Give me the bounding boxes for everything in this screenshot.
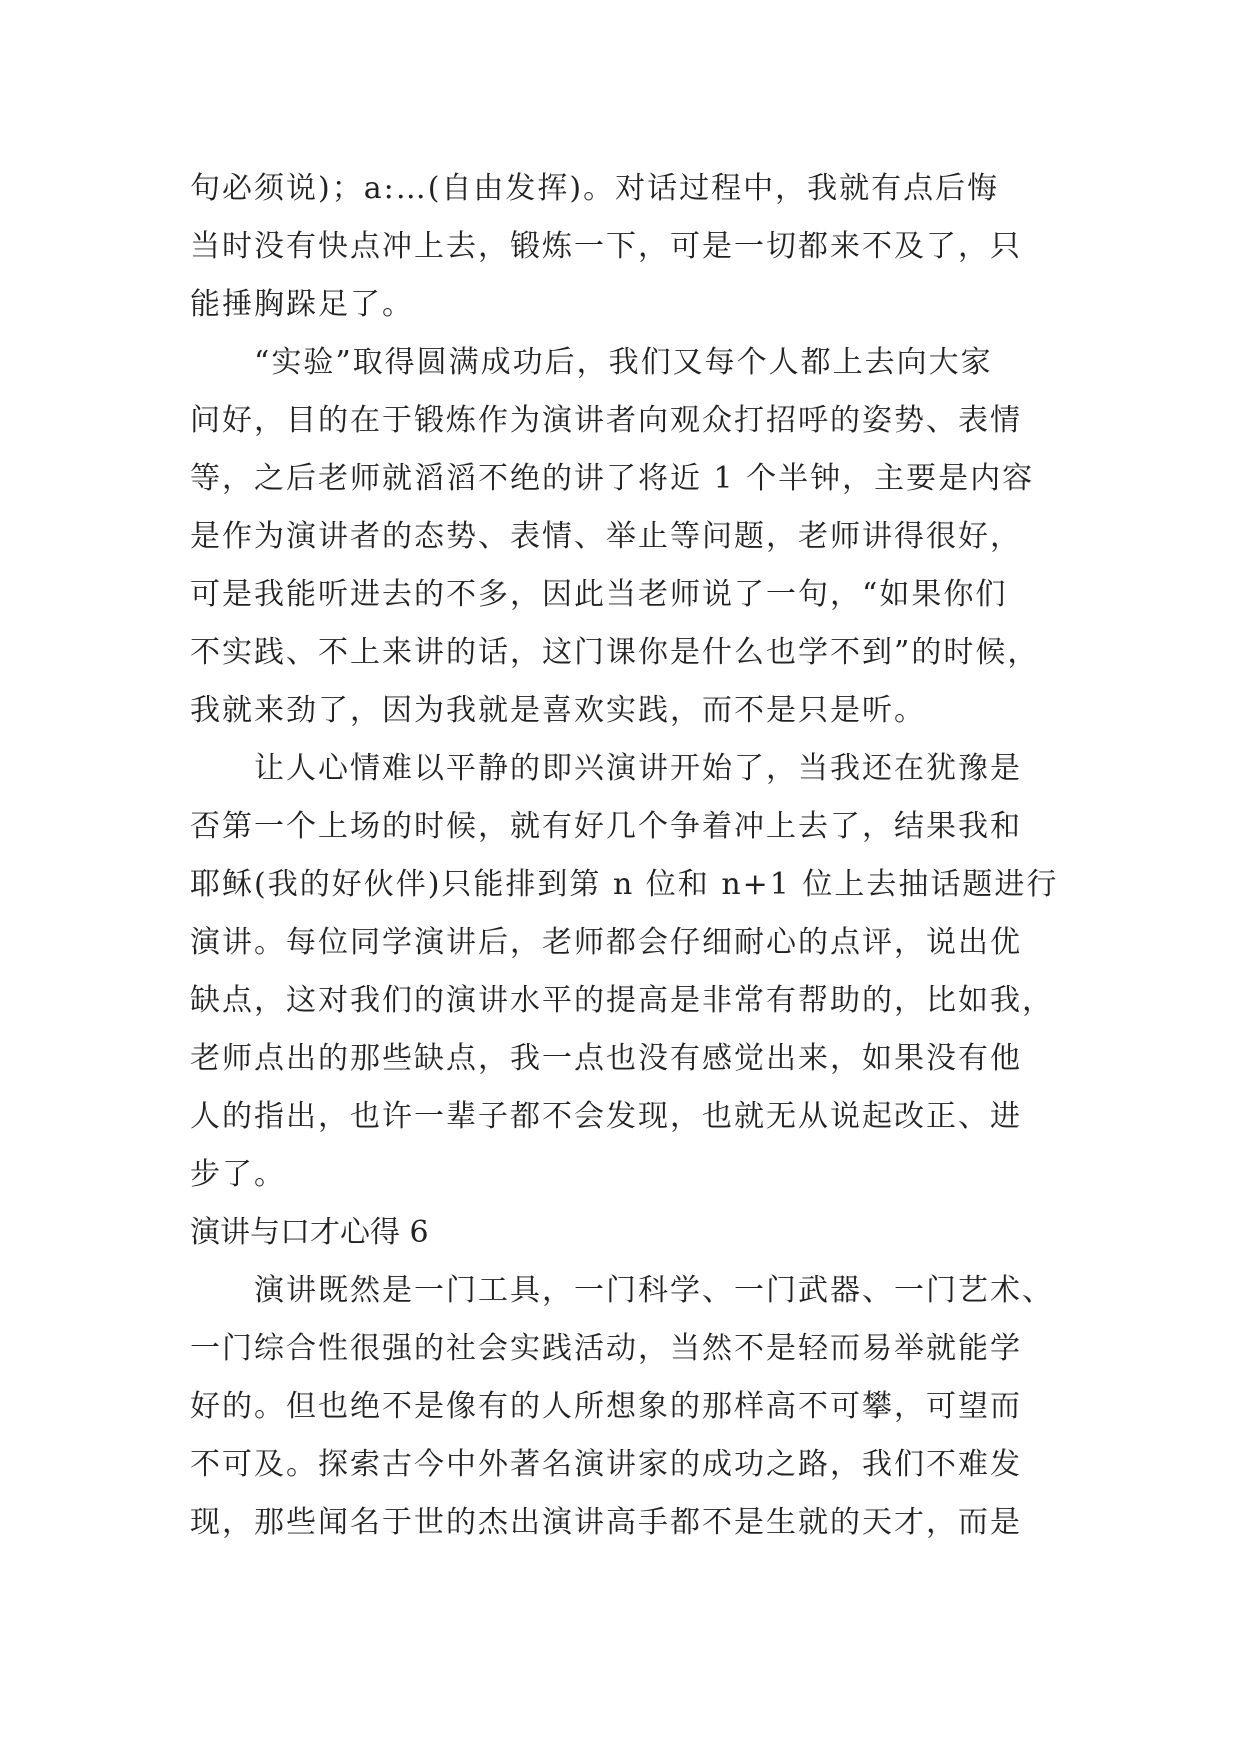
text-line: 好的。但也绝不是像有的人所想象的那样高不可攀，可望而 xyxy=(190,1389,1022,1424)
text-line: 老师点出的那些缺点，我一点也没有感觉出来，如果没有他 xyxy=(190,1041,1022,1076)
text-line: 缺点，这对我们的演讲水平的提高是非常有帮助的，比如我， xyxy=(190,983,1054,1018)
text-line: 当时没有快点冲上去，锻炼一下，可是一切都来不及了，只 xyxy=(190,229,1022,264)
paragraph-speech-art xyxy=(190,1262,1054,1552)
text-line: 可是我能听进去的不多，因此当老师说了一句，“如果你们 xyxy=(190,577,1008,612)
text-line: 步了。 xyxy=(190,1157,286,1192)
section-heading: 演讲与口才心得 6 xyxy=(190,1215,429,1250)
document-body xyxy=(190,160,1059,1552)
text-line: 人的指出，也许一辈子都不会发现，也就无从说起改正、进 xyxy=(190,1099,1022,1134)
text-line: 现，那些闻名于世的杰出演讲高手都不是生就的天才，而是 xyxy=(190,1505,1022,1540)
text-line: 问好，目的在于锻炼作为演讲者向观众打招呼的姿势、表情 xyxy=(190,403,1022,438)
text-line: 演讲既然是一门工具，一门科学、一门武器、一门艺术、 xyxy=(190,1273,1054,1308)
text-line: 等，之后老师就滔滔不绝的讲了将近 1 个半钟，主要是内容 xyxy=(190,461,1035,496)
text-line: 一门综合性很强的社会实践活动，当然不是轻而易举就能学 xyxy=(190,1331,1022,1366)
text-line: 否第一个上场的时候，就有好几个争着冲上去了，结果我和 xyxy=(190,809,1022,844)
text-line: 不实践、不上来讲的话，这门课你是什么也学不到”的时候， xyxy=(190,635,1040,670)
text-line: 耶稣(我的好伙伴)只能排到第 n 位和 n+1 位上去抽话题进行 xyxy=(190,867,1059,902)
text-line: 我就来劲了，因为我就是喜欢实践，而不是只是听。 xyxy=(190,693,926,728)
text-line: 不可及。探索古今中外著名演讲家的成功之路，我们不难发 xyxy=(190,1447,1022,1482)
text-line: “实验”取得圆满成功后，我们又每个人都上去向大家 xyxy=(190,345,993,380)
text-line: 让人心情难以平静的即兴演讲开始了，当我还在犹豫是 xyxy=(190,751,1022,786)
text-line: 句必须说)；a:…(自由发挥)。对话过程中，我就有点后悔 xyxy=(190,171,1000,206)
paragraph-experiment xyxy=(190,334,1050,740)
paragraph-impromptu-speech xyxy=(190,740,1059,1204)
paragraph-continued xyxy=(190,160,1050,334)
text-line: 演讲。每位同学演讲后，老师都会仔细耐心的点评，说出优 xyxy=(190,925,1022,960)
text-line: 能捶胸跺足了。 xyxy=(190,287,414,322)
text-line: 是作为演讲者的态势、表情、举止等问题，老师讲得很好， xyxy=(190,519,1022,554)
